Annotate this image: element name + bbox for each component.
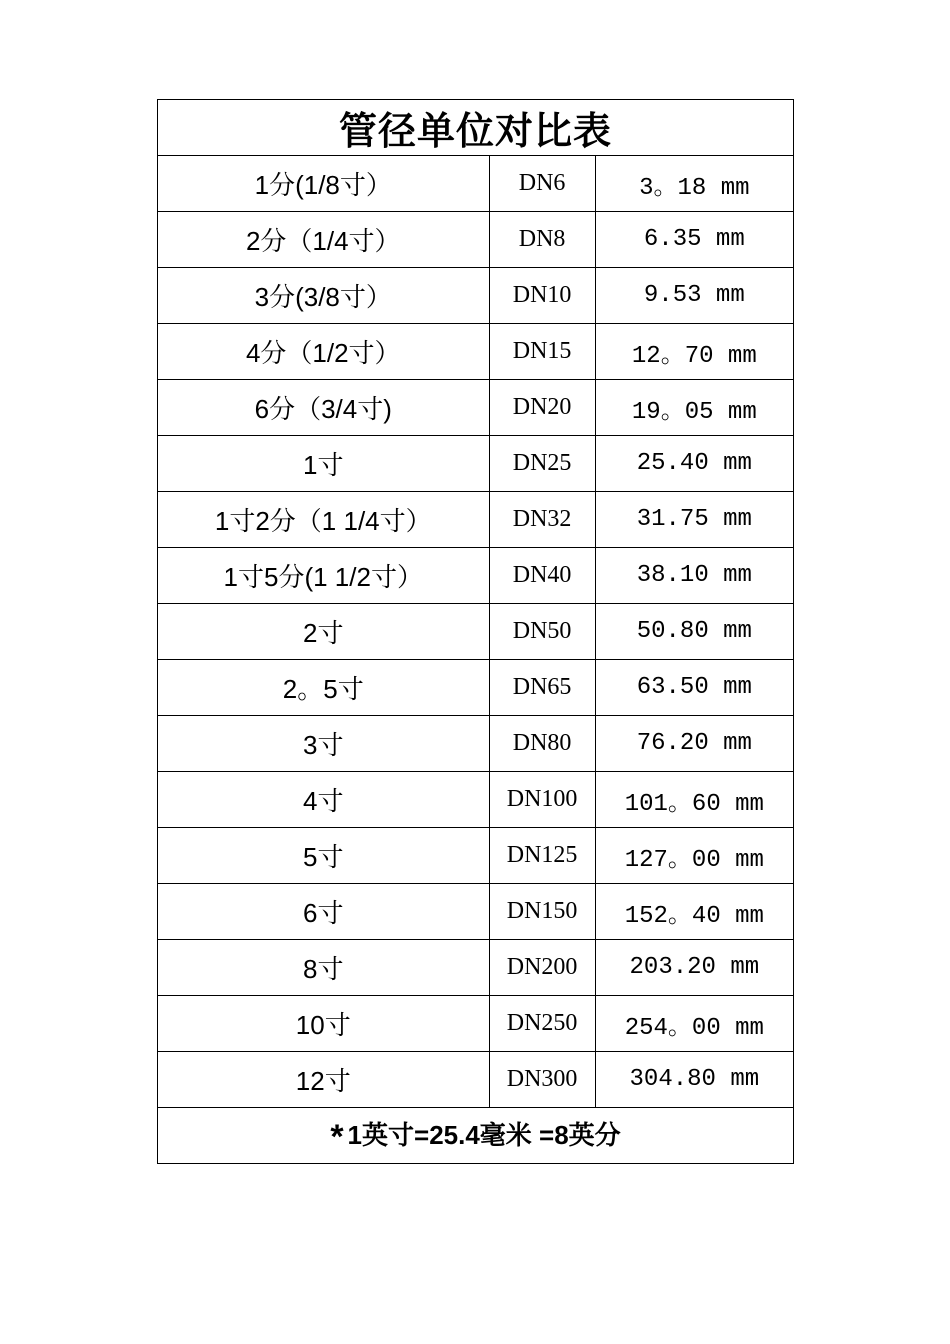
fen-cell: 2分（1/4寸） [158,212,490,268]
mm-cell: 203.20 mm [595,940,793,996]
table-row [158,716,794,772]
document-page [157,99,794,1164]
mm-cell: 304.80 mm [595,1052,793,1108]
table-row [158,1052,794,1108]
pipe-size-table [157,99,794,1164]
mm-cell: 254。00 mm [595,996,793,1052]
mm-cell: 12。70 mm [595,324,793,380]
dn-cell: DN200 [489,940,595,996]
mm-cell: 25.40 mm [595,436,793,492]
fen-cell: 8寸 [158,940,490,996]
table-row [158,436,794,492]
dn-cell: DN100 [489,772,595,828]
fen-cell: 2。5寸 [158,660,490,716]
fen-cell: 10寸 [158,996,490,1052]
fen-cell: 6分（3/4寸) [158,380,490,436]
table-row [158,940,794,996]
mm-cell: 152。40 mm [595,884,793,940]
fen-cell: 5寸 [158,828,490,884]
dn-cell: DN300 [489,1052,595,1108]
table-row [158,996,794,1052]
fen-cell: 1分(1/8寸） [158,156,490,212]
dn-cell: DN250 [489,996,595,1052]
fen-cell: 2寸 [158,604,490,660]
fen-cell: 3分(3/8寸） [158,268,490,324]
note-row [158,1108,794,1164]
fen-cell: 4分（1/2寸） [158,324,490,380]
table-row [158,212,794,268]
table-row [158,828,794,884]
table-row [158,324,794,380]
title-row [158,100,794,156]
dn-cell: DN50 [489,604,595,660]
dn-cell: DN10 [489,268,595,324]
mm-cell: 76.20 mm [595,716,793,772]
fen-cell: 6寸 [158,884,490,940]
mm-cell: 6.35 mm [595,212,793,268]
table-row [158,492,794,548]
dn-cell: DN150 [489,884,595,940]
table-row [158,156,794,212]
dn-cell: DN20 [489,380,595,436]
dn-cell: DN8 [489,212,595,268]
mm-cell: 50.80 mm [595,604,793,660]
dn-cell: DN65 [489,660,595,716]
table-title: 管径单位对比表 [158,100,794,156]
dn-cell: DN25 [489,436,595,492]
fen-cell: 3寸 [158,716,490,772]
mm-cell: 101。60 mm [595,772,793,828]
table-row [158,884,794,940]
table-row [158,604,794,660]
mm-cell: 3。18 mm [595,156,793,212]
conversion-note [158,1108,794,1164]
table-row [158,660,794,716]
dn-cell: DN40 [489,548,595,604]
dn-cell: DN6 [489,156,595,212]
table-row [158,548,794,604]
dn-cell: DN125 [489,828,595,884]
fen-cell: 1寸2分（1 1/4寸） [158,492,490,548]
fen-cell: 4寸 [158,772,490,828]
table-row [158,268,794,324]
mm-cell: 9.53 mm [595,268,793,324]
mm-cell: 19。05 mm [595,380,793,436]
dn-cell: DN32 [489,492,595,548]
mm-cell: 63.50 mm [595,660,793,716]
fen-cell: 12寸 [158,1052,490,1108]
star-icon: * [330,1117,344,1156]
note-text: 1英寸=25.4毫米 =8英分 [347,1119,621,1150]
mm-cell: 31.75 mm [595,492,793,548]
fen-cell: 1寸 [158,436,490,492]
dn-cell: DN80 [489,716,595,772]
fen-cell: 1寸5分(1 1/2寸） [158,548,490,604]
dn-cell: DN15 [489,324,595,380]
table-row [158,772,794,828]
mm-cell: 38.10 mm [595,548,793,604]
table-row [158,380,794,436]
mm-cell: 127。00 mm [595,828,793,884]
